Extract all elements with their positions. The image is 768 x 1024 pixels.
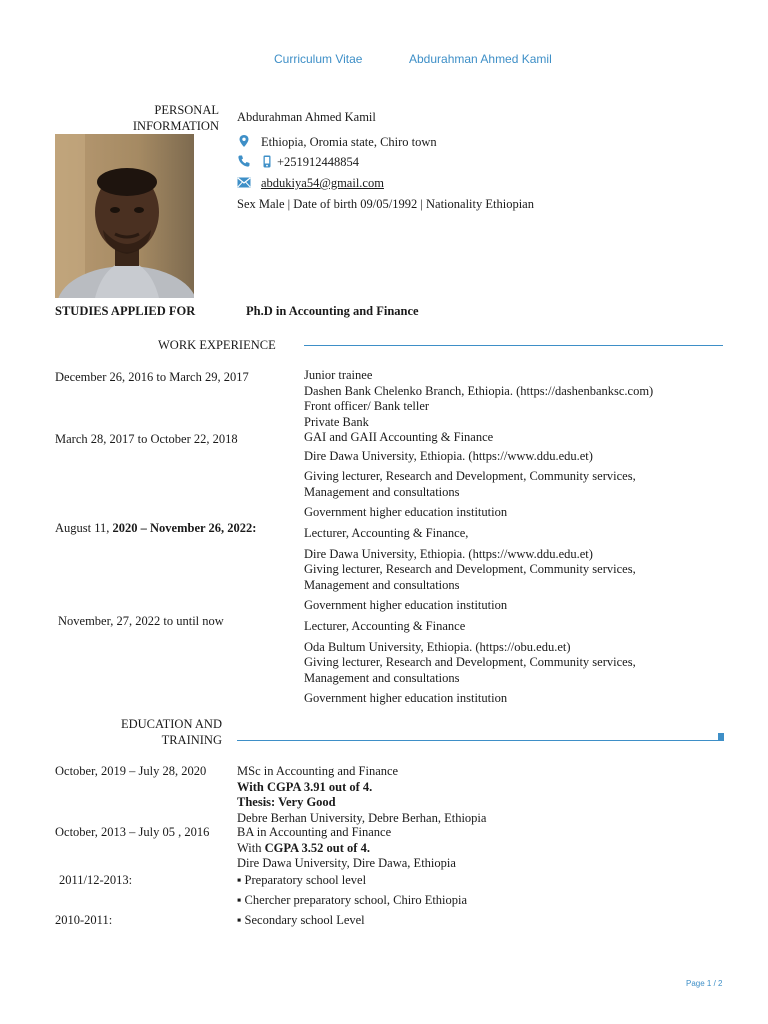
studies-value: Ph.D in Accounting and Finance [246, 304, 419, 318]
studies-label: STUDIES APPLIED FOR [55, 304, 196, 318]
work-section-title: WORK EXPERIENCE [158, 338, 276, 352]
header-name: Abdurahman Ahmed Kamil [409, 52, 552, 66]
education-date-3: 2011/12-2013: [59, 873, 133, 887]
work-entry-1: Junior trainee Dashen Bank Chelenko Branch, Ethiopia. (https://dashenbanksc.com) Front officer/ Bank teller Private Bank [304, 368, 654, 429]
doc-title: Curriculum Vitae [274, 52, 363, 66]
personal-section-title: PERSONAL INFORMATION [132, 103, 219, 133]
personal-phone: +251912448854 [277, 155, 360, 169]
personal-address: Ethiopia, Oromia state, Chiro town [261, 135, 437, 149]
page-number: Page 1 / 2 [686, 979, 723, 988]
work-entry-3: Lecturer, Accounting & Finance, Dire Dawa University, Ethiopia. (https://www.ddu.edu.et) Giving lecturer, Research and Development, Community services, Management and consultations Government higher education institution [304, 526, 636, 612]
work-date-2: March 28, 2017 to October 22, 2018 [55, 432, 238, 446]
education-date-1: October, 2019 – July 28, 2020 [55, 764, 207, 778]
personal-email-link[interactable]: abdukiya54@gmail.com [261, 176, 384, 190]
education-date-4: 2010-2011: [55, 913, 113, 927]
phone-icon [237, 154, 251, 168]
work-date-1: December 26, 2016 to March 29, 2017 [55, 370, 249, 384]
personal-details: Sex Male | Date of birth 09/05/1992 | Nationality Ethiopian [237, 197, 534, 211]
mobile-phone-icon [261, 155, 273, 168]
education-section-title: EDUCATION AND TRAINING [120, 717, 222, 747]
education-entry-3: ▪ Preparatory school level ▪ Chercher preparatory school, Chiro Ethiopia [237, 873, 468, 907]
profile-photo [55, 134, 194, 298]
education-entry-4: ▪ Secondary school Level [237, 913, 365, 927]
education-rule-end-marker [718, 733, 724, 741]
email-envelope-icon [237, 177, 251, 188]
work-date-3: August 11, 2020 – November 26, 2022: [55, 521, 257, 535]
work-section-rule [304, 345, 723, 346]
education-entry-1: MSc in Accounting and Finance With CGPA 3.91 out of 4. Thesis: Very Good Debre Berhan University, Debre Berhan, Ethiopia [237, 764, 487, 825]
work-date-4: November, 27, 2022 to until now [58, 614, 224, 628]
education-date-2: October, 2013 – July 05 , 2016 [55, 825, 210, 839]
personal-name: Abdurahman Ahmed Kamil [237, 110, 376, 124]
work-entry-2: GAI and GAII Accounting & Finance Dire Dawa University, Ethiopia. (https://www.ddu.edu.et) Giving lecturer, Research and Development, Community services, Management and consultations Government higher education institution [304, 430, 636, 519]
location-pin-icon [237, 134, 251, 148]
education-section-rule [237, 740, 719, 741]
education-entry-2: BA in Accounting and Finance With CGPA 3.52 out of 4. Dire Dawa University, Dire Dawa, Ethiopia [237, 825, 456, 870]
work-entry-4: Lecturer, Accounting & Finance Oda Bultum University, Ethiopia. (https://obu.edu.et) Giving lecturer, Research and Development, Community services, Management and consultations Government higher education institution [304, 619, 636, 705]
